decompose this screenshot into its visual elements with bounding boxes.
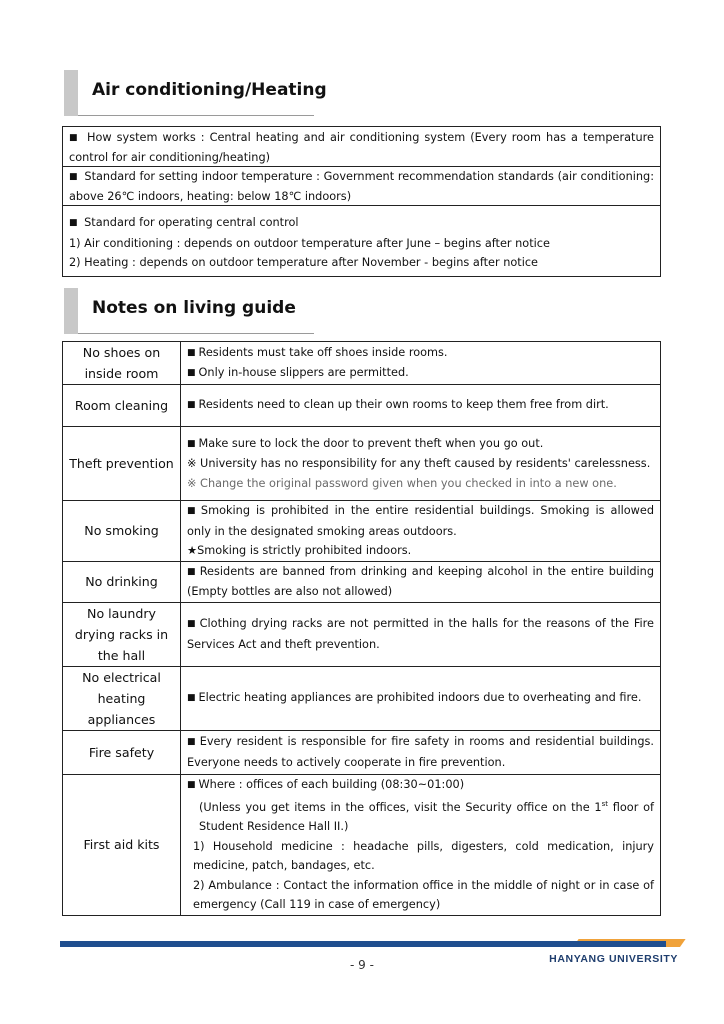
table-row (63, 427, 661, 501)
bullet-icon: ■ (187, 506, 198, 516)
living-guide-table (62, 341, 661, 916)
row-label: Fire safety (63, 730, 181, 774)
university-name: HANYANG UNIVERSITY (549, 953, 678, 965)
row-label: No smoking (63, 501, 181, 562)
row-content: ■ Make sure to lock the door to prevent theft when you go out. ※ University has no responsibility for any theft caused by residents' carelessness. ※ Change the original password given when you checked in into a new one. (181, 427, 661, 501)
row-label: Room cleaning (63, 385, 181, 427)
row-content: ■ Electric heating appliances are prohibited indoors due to overheating and fire. (181, 666, 661, 730)
row-content: ■ Residents need to clean up their own rooms to keep them free from dirt. (181, 385, 661, 427)
table-row (63, 342, 661, 385)
bullet-icon: ■ (187, 438, 196, 449)
bullet-icon: ■ (69, 133, 79, 143)
row-content: ■ Residents must take off shoes inside rooms. ■ Only in-house slippers are permitted. (181, 342, 661, 385)
central-control-item-1: 1) Air conditioning : depends on outdoor temperature after June – begins after notice (69, 236, 550, 250)
system-works-row (63, 128, 660, 167)
row-label: Theft prevention (63, 427, 181, 501)
bullet-icon: ■ (187, 619, 197, 629)
section-title: Air conditioning/Heating (92, 80, 327, 100)
row-content: ■ Smoking is prohibited in the entire residential buildings. Smoking is allowed only in the designated smoking areas outdoors. ★Smoking is strictly prohibited indoors. (181, 501, 661, 562)
indoor-temperature-row (63, 167, 660, 206)
bullet-icon: ■ (187, 368, 196, 378)
row-label: No drinking (63, 561, 181, 602)
page-number: - 9 - (350, 958, 374, 972)
table-row (63, 774, 661, 915)
bullet-icon: ■ (187, 692, 196, 703)
heading-underline (78, 115, 314, 116)
row-content: ■ Where : offices of each building (08:30~01:00) (Unless you get items in the offices, visit the Security office on the 1st floor of Student Residence Hall II.) 1) Household medicine : headache pills, digesters, cold medication, injury medicine, patch, bandages, etc. 2) Ambulance : Contact the information office in the middle of night or in case of emergency (Call 119 in case of emergency) (181, 774, 661, 915)
bullet-icon: ■ (187, 737, 197, 747)
row-label: No laundry drying racks in the hall (63, 602, 181, 666)
row-label: No electrical heating appliances (63, 666, 181, 730)
heading-accent-bar (64, 70, 78, 116)
row-content: ■ Every resident is responsible for fire safety in rooms and residential buildings. Everyone needs to actively cooperate in fire prevention. (181, 730, 661, 774)
bullet-icon: ■ (187, 400, 196, 411)
bullet-icon: ■ (69, 218, 78, 228)
bullet-icon: ■ (187, 566, 197, 577)
row-content: ■ Clothing drying racks are not permitted in the halls for the reasons of the Fire Services Act and theft prevention. (181, 602, 661, 666)
central-control-title: ■ Standard for operating central control (69, 216, 299, 229)
table-row (63, 501, 661, 562)
bullet-icon: ■ (187, 347, 196, 358)
table-row (63, 602, 661, 666)
bullet-icon: ■ (187, 779, 196, 790)
bullet-icon: ■ (69, 172, 78, 182)
indoor-temperature-text: Standard for setting indoor temperature : Government recommendation standards (air conditioning: above 26℃ indoors, heating: below 18℃ indoors) (69, 170, 655, 203)
table-row (63, 730, 661, 774)
footer-blue-stripe (60, 941, 666, 947)
section-title: Notes on living guide (92, 298, 296, 318)
central-control-row (63, 213, 660, 273)
divider (63, 205, 660, 206)
row-label: First aid kits (63, 774, 181, 915)
system-works-text: How system works : Central heating and air conditioning system (Every room has a temperature control for air conditioning/heating) (69, 131, 654, 164)
table-row (63, 385, 661, 427)
row-label: No shoes on inside room (63, 342, 181, 385)
table-row (63, 561, 661, 602)
heading-accent-bar (64, 288, 78, 334)
row-content: ■ Residents are banned from drinking and keeping alcohol in the entire building (Empty bottles are also not allowed) (181, 561, 661, 602)
air-conditioning-info-box (62, 126, 661, 277)
central-control-item-2: 2) Heating : depends on outdoor temperature after November - begins after notice (69, 256, 539, 269)
heading-underline (78, 333, 314, 334)
table-row (63, 666, 661, 730)
